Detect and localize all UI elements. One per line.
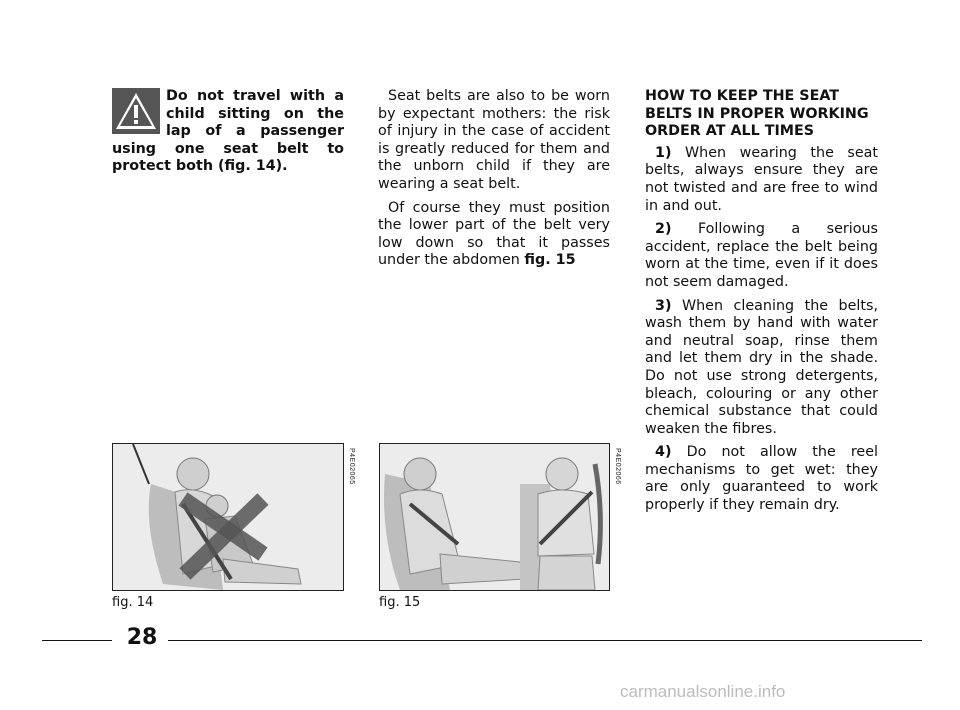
footer-rule-right xyxy=(168,640,922,641)
watermark: carmanualsonline.info xyxy=(620,682,786,701)
belt-position-text: Of course they must position the lower part of the belt very low down so that it passes under the abdomen xyxy=(378,199,610,269)
item-number: 4) xyxy=(655,444,672,461)
right-column xyxy=(645,88,878,521)
list-item xyxy=(645,444,878,514)
warning-triangle-icon xyxy=(112,88,160,134)
fig14-illustration xyxy=(113,444,343,590)
warning-text: Do not travel with a child sitting on the lap of a passenger using one seat belt to protect both (fig. 14). xyxy=(112,88,344,175)
fig15-illustration xyxy=(380,444,609,590)
footer-rule-left xyxy=(42,640,112,641)
belt-position-paragraph xyxy=(378,200,610,270)
list-item xyxy=(645,145,878,215)
item-number: 2) xyxy=(655,221,672,238)
item-number: 1) xyxy=(655,144,672,161)
fig14-code: P4E02065 xyxy=(348,448,355,485)
fig15-reference: fig. 15 xyxy=(524,252,576,269)
item-number: 3) xyxy=(655,297,672,314)
expectant-mothers-paragraph: Seat belts are also to be worn by expectant mothers: the risk of injury in the case of accident is greatly reduced for them and the unborn child if they are wearing a seat belt. xyxy=(378,88,610,192)
warning-block xyxy=(112,88,344,182)
fig15-code: P4E02066 xyxy=(614,448,621,485)
fig14-label: fig. 14 xyxy=(112,595,154,610)
item-text: When wearing the seat belts, always ensure they are not twisted and are free to wind in and out. xyxy=(645,144,879,214)
item-text: Do not allow the reel mechanisms to get wet: they are only guaranteed to work properly if they remain dry. xyxy=(645,444,878,514)
item-text: When cleaning the belts, wash them by hand with water and neutral soap, rinse them and let them dry in the shade. Do not use strong detergents, bleach, colouring or any other chemical substance that could weaken the fibres. xyxy=(645,297,878,437)
fig15-image xyxy=(379,443,610,591)
list-item xyxy=(645,298,878,439)
list-item xyxy=(645,221,878,291)
section-heading: HOW TO KEEP THE SEAT BELTS IN PROPER WORKING ORDER AT ALL TIMES xyxy=(645,88,869,140)
fig15-label: fig. 15 xyxy=(379,595,421,610)
item-text: Following a serious accident, replace the belt being worn at the time, even if it does not seem damaged. xyxy=(645,221,878,290)
page-number: 28 xyxy=(126,625,158,650)
middle-column xyxy=(378,88,610,276)
fig14-image xyxy=(112,443,344,591)
